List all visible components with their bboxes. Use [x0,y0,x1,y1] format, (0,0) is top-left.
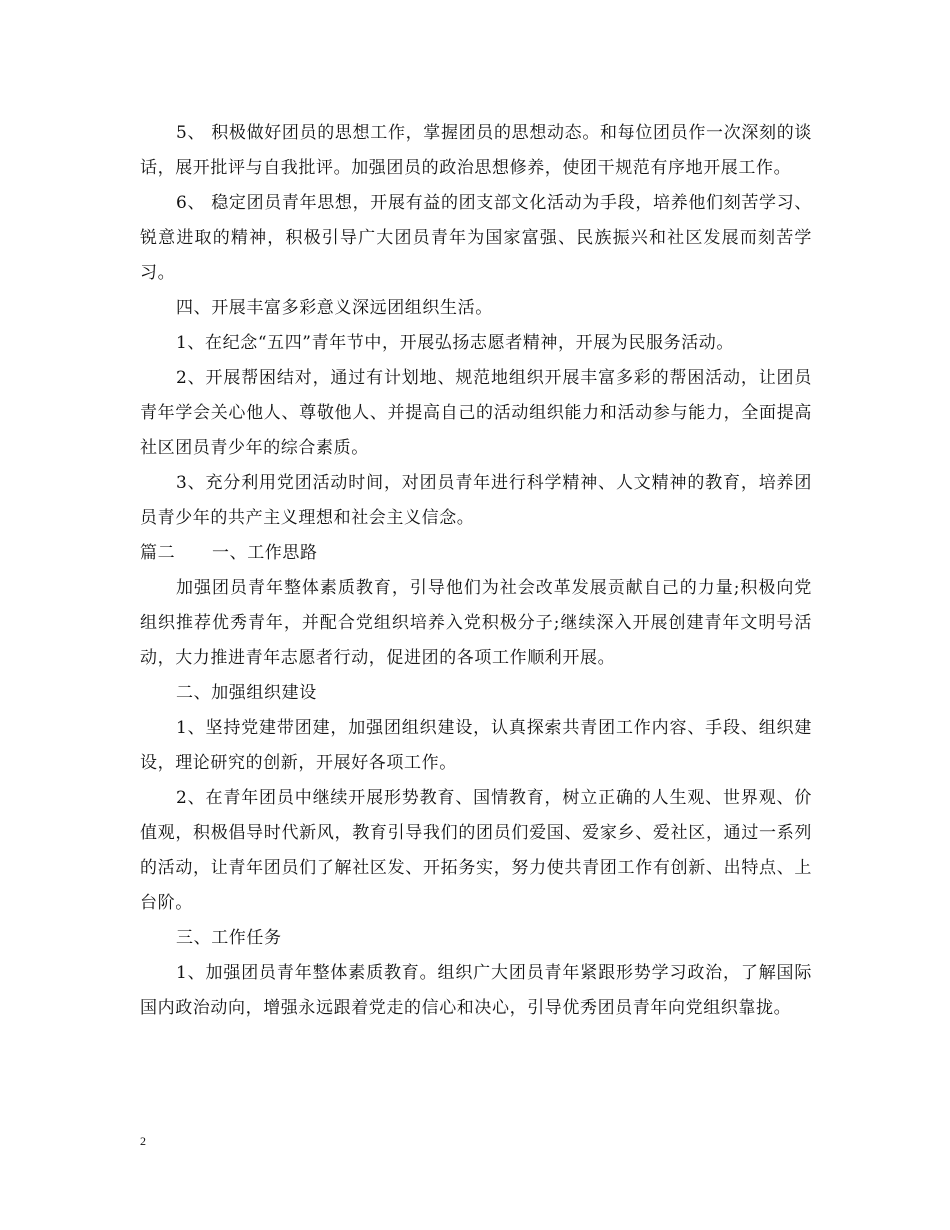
section-heading-four: 四、开展丰富多彩意义深远团组织生活。 [176,298,493,318]
section-heading-org: 二、加强组织建设 [176,683,317,703]
document-body [140,116,812,1026]
paragraph-org-2: 2、在青年团员中继续开展形势教育、国情教育，树立正确的人生观、世界观、价值观，积极倡导时代新风，教育引导我们的团员们爱国、爱家乡、爱社区，通过一系列的活动，让青年团员们了解社区发、开拓务实，努力使共青团工作有创新、出特点、上台阶。 [140,788,812,913]
section-two-heading-line [140,536,812,571]
section-two-heading: 一、工作思路 [212,543,318,563]
section-two-label: 篇二 [140,543,176,563]
paragraph-four-1: 1、在纪念“五四”青年节中，开展弘扬志愿者精神，开展为民服务活动。 [176,333,734,353]
paragraph-item-6: 6、 稳定团员青年思想，开展有益的团支部文化活动为手段，培养他们刻苦学习、锐意进取的精神，积极引导广大团员青年为国家富强、民族振兴和社区发展而刻苦学习。 [140,193,812,283]
page-number: 2 [140,1134,146,1148]
paragraph-item-5: 5、 积极做好团员的思想工作，掌握团员的思想动态。和每位团员作一次深刻的谈话，展开批评与自我批评。加强团员的政治思想修养，使团干规范有序地开展工作。 [140,123,812,178]
section-heading-tasks: 三、工作任务 [176,928,282,948]
paragraph-work-idea: 加强团员青年整体素质教育，引导他们为社会改革发展贡献自己的力量;积极向党组织推荐优秀青年，并配合党组织培养入党积极分子;继续深入开展创建青年文明号活动，大力推进青年志愿者行动，促进团的各项工作顺利开展。 [140,578,812,668]
paragraph-four-3: 3、充分利用党团活动时间，对团员青年进行科学精神、人文精神的教育，培养团员青少年的共产主义理想和社会主义信念。 [140,473,812,528]
paragraph-org-1: 1、坚持党建带团建，加强团组织建设，认真探索共青团工作内容、手段、组织建设，理论研究的创新，开展好各项工作。 [140,718,812,773]
paragraph-tasks-1: 1、加强团员青年整体素质教育。组织广大团员青年紧跟形势学习政治，了解国际国内政治动向，增强永远跟着党走的信心和决心，引导优秀团员青年向党组织靠拢。 [140,963,812,1018]
paragraph-four-2: 2、开展帮困结对，通过有计划地、规范地组织开展丰富多彩的帮困活动，让团员青年学会关心他人、尊敬他人、并提高自己的活动组织能力和活动参与能力，全面提高社区团员青少年的综合素质。 [140,368,812,458]
